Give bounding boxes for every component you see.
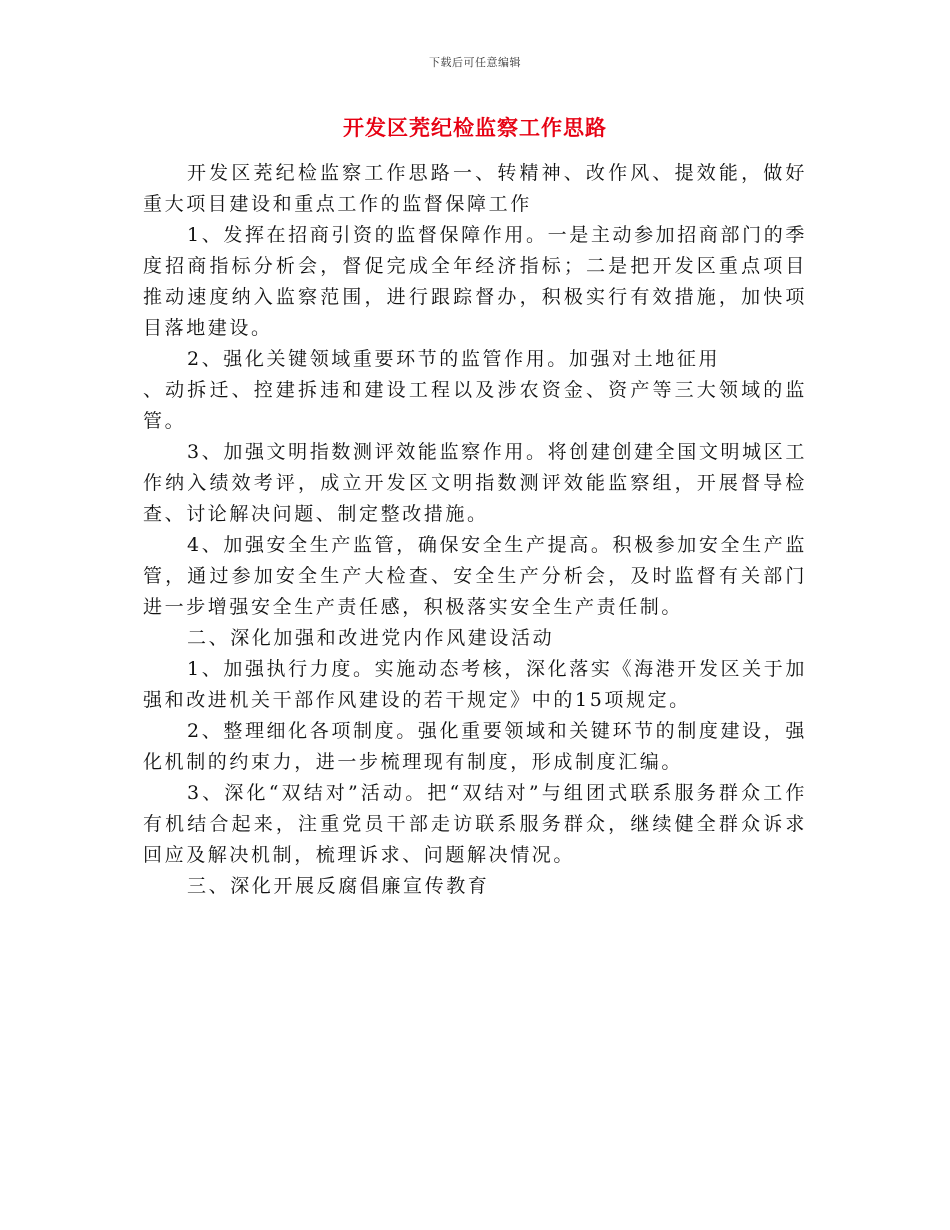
paragraph: 2、强化关键领域重要环节的监管作用。加强对土地征用 、动拆迁、控建拆违和建设工程以及涉农资金、资产等三大领域的监管。	[143, 348, 807, 432]
paragraph: 3、深化“双结对”活动。把“双结对”与组团式联系服务群众工作有机结合起来，注重党员干部走访联系服务群众，继续健全群众诉求回应及解决机制，梳理诉求、问题解决情况。	[143, 782, 807, 866]
paragraph: 4、加强安全生产监管，确保安全生产提高。积极参加安全生产监管，通过参加安全生产大检查、安全生产分析会，及时监督有关部门进一步增强安全生产责任感，积极落实安全生产责任制。	[143, 534, 807, 618]
header-note: 下载后可任意编辑	[429, 56, 521, 69]
paragraph: 3、加强文明指数测评效能监察作用。将创建创建全国文明城区工作纳入绩效考评，成立开发区文明指数测评效能监察组，开展督导检查、讨论解决问题、制定整改措施。	[143, 441, 807, 525]
document-title: 开发区茺纪检监察工作思路	[343, 115, 607, 140]
paragraph: 1、加强执行力度。实施动态考核，深化落实《海港开发区关于加强和改进机关干部作风建设的若干规定》中的15项规定。	[143, 658, 807, 711]
paragraph: 1、发挥在招商引资的监督保障作用。一是主动参加招商部门的季度招商指标分析会，督促完成全年经济指标；二是把开发区重点项目推动速度纳入监察范围，进行跟踪督办，积极实行有效措施，加快项目落地建设。	[143, 224, 807, 339]
section-heading: 三、深化开展反腐倡廉宣传教育	[187, 875, 490, 897]
paragraph: 2、整理细化各项制度。强化重要领域和关键环节的制度建设，强化机制的约束力，进一步梳理现有制度，形成制度汇编。	[143, 720, 807, 773]
document-body	[143, 158, 807, 902]
section-heading: 二、深化加强和改进党内作风建设活动	[187, 627, 555, 649]
paragraph: 开发区茺纪检监察工作思路一、转精神、改作风、提效能，做好重大项目建设和重点工作的监督保障工作	[143, 162, 807, 215]
